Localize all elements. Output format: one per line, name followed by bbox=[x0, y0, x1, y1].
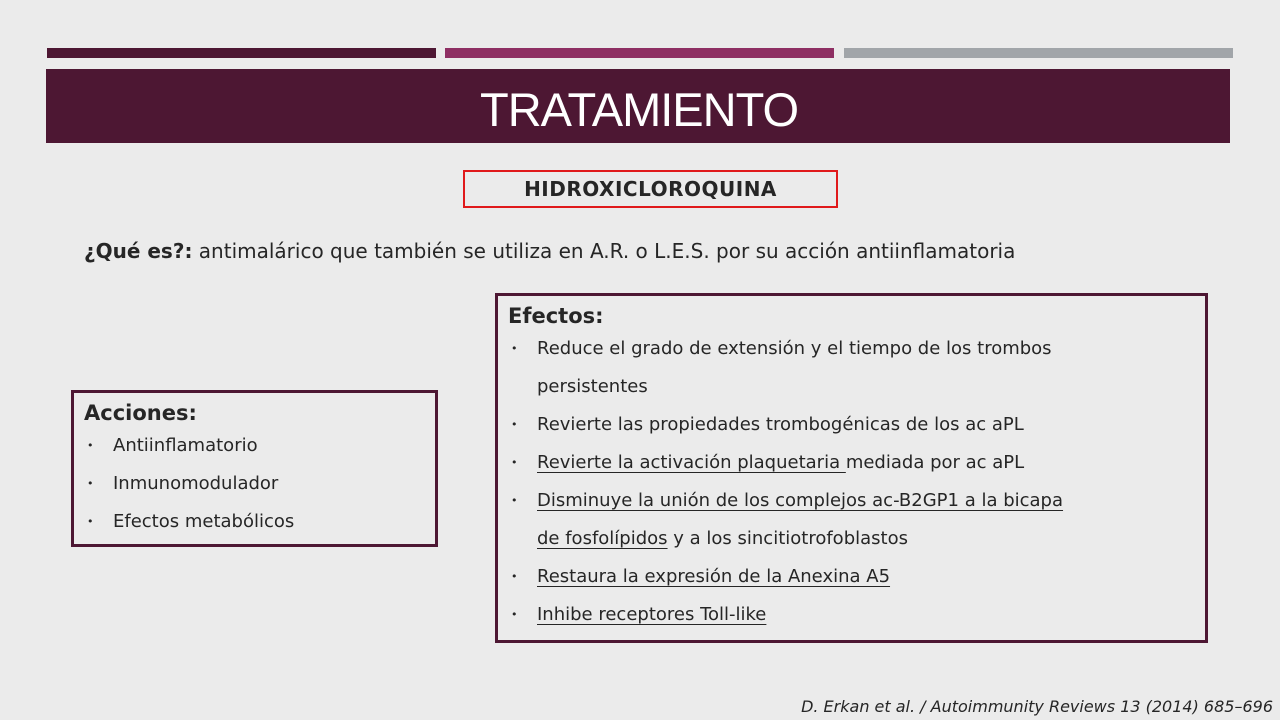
list-item: • Reduce el grado de extensión y el tiempo de los trombos persistentes bbox=[508, 330, 1195, 406]
efectos-title: Efectos: bbox=[508, 304, 604, 328]
top-bar-gray bbox=[844, 48, 1233, 58]
bullet-icon: • bbox=[511, 456, 518, 469]
acciones-title: Acciones: bbox=[84, 401, 197, 425]
list-item: • Efectos metabólicos bbox=[84, 503, 425, 541]
list-item: • Disminuye la unión de los complejos ac-B2GP1 a la bicapa de fosfolípidos y a los sincitiotrofoblastos bbox=[508, 482, 1195, 558]
list-item: • Revierte las propiedades trombogénicas de los ac aPL bbox=[508, 406, 1195, 444]
bullet-icon: • bbox=[511, 570, 518, 583]
citation: D. Erkan et al. / Autoimmunity Reviews 13 (2014) 685–696 bbox=[801, 697, 1273, 716]
list-item: • Inmunomodulador bbox=[84, 465, 425, 503]
bullet-icon: • bbox=[87, 515, 94, 528]
top-bar-magenta bbox=[445, 48, 834, 58]
list-item: • Revierte la activación plaquetaria mediada por ac aPL bbox=[508, 444, 1195, 482]
bullet-icon: • bbox=[511, 418, 518, 431]
what-is-label: ¿Qué es?: bbox=[84, 239, 193, 263]
bullet-icon: • bbox=[511, 494, 518, 507]
list-item: • Restaura la expresión de la Anexina A5 bbox=[508, 558, 1195, 596]
top-bar-dark bbox=[47, 48, 436, 58]
efectos-box bbox=[495, 293, 1208, 643]
what-is-line bbox=[84, 236, 1015, 266]
bullet-icon: • bbox=[511, 608, 518, 621]
efectos-list bbox=[508, 330, 1195, 634]
what-is-text: antimalárico que también se utiliza en A.R. o L.E.S. por su acción antiinflamatoria bbox=[198, 239, 1016, 263]
drug-name-box: HIDROXICLOROQUINA bbox=[463, 170, 838, 208]
slide-title: TRATAMIENTO bbox=[480, 83, 798, 136]
bullet-icon: • bbox=[511, 342, 518, 355]
acciones-box bbox=[71, 390, 438, 547]
acciones-list bbox=[84, 427, 425, 541]
bullet-icon: • bbox=[87, 477, 94, 490]
bullet-icon: • bbox=[87, 439, 94, 452]
list-item: • Inhibe receptores Toll-like bbox=[508, 596, 1195, 634]
list-item: • Antiinflamatorio bbox=[84, 427, 425, 465]
